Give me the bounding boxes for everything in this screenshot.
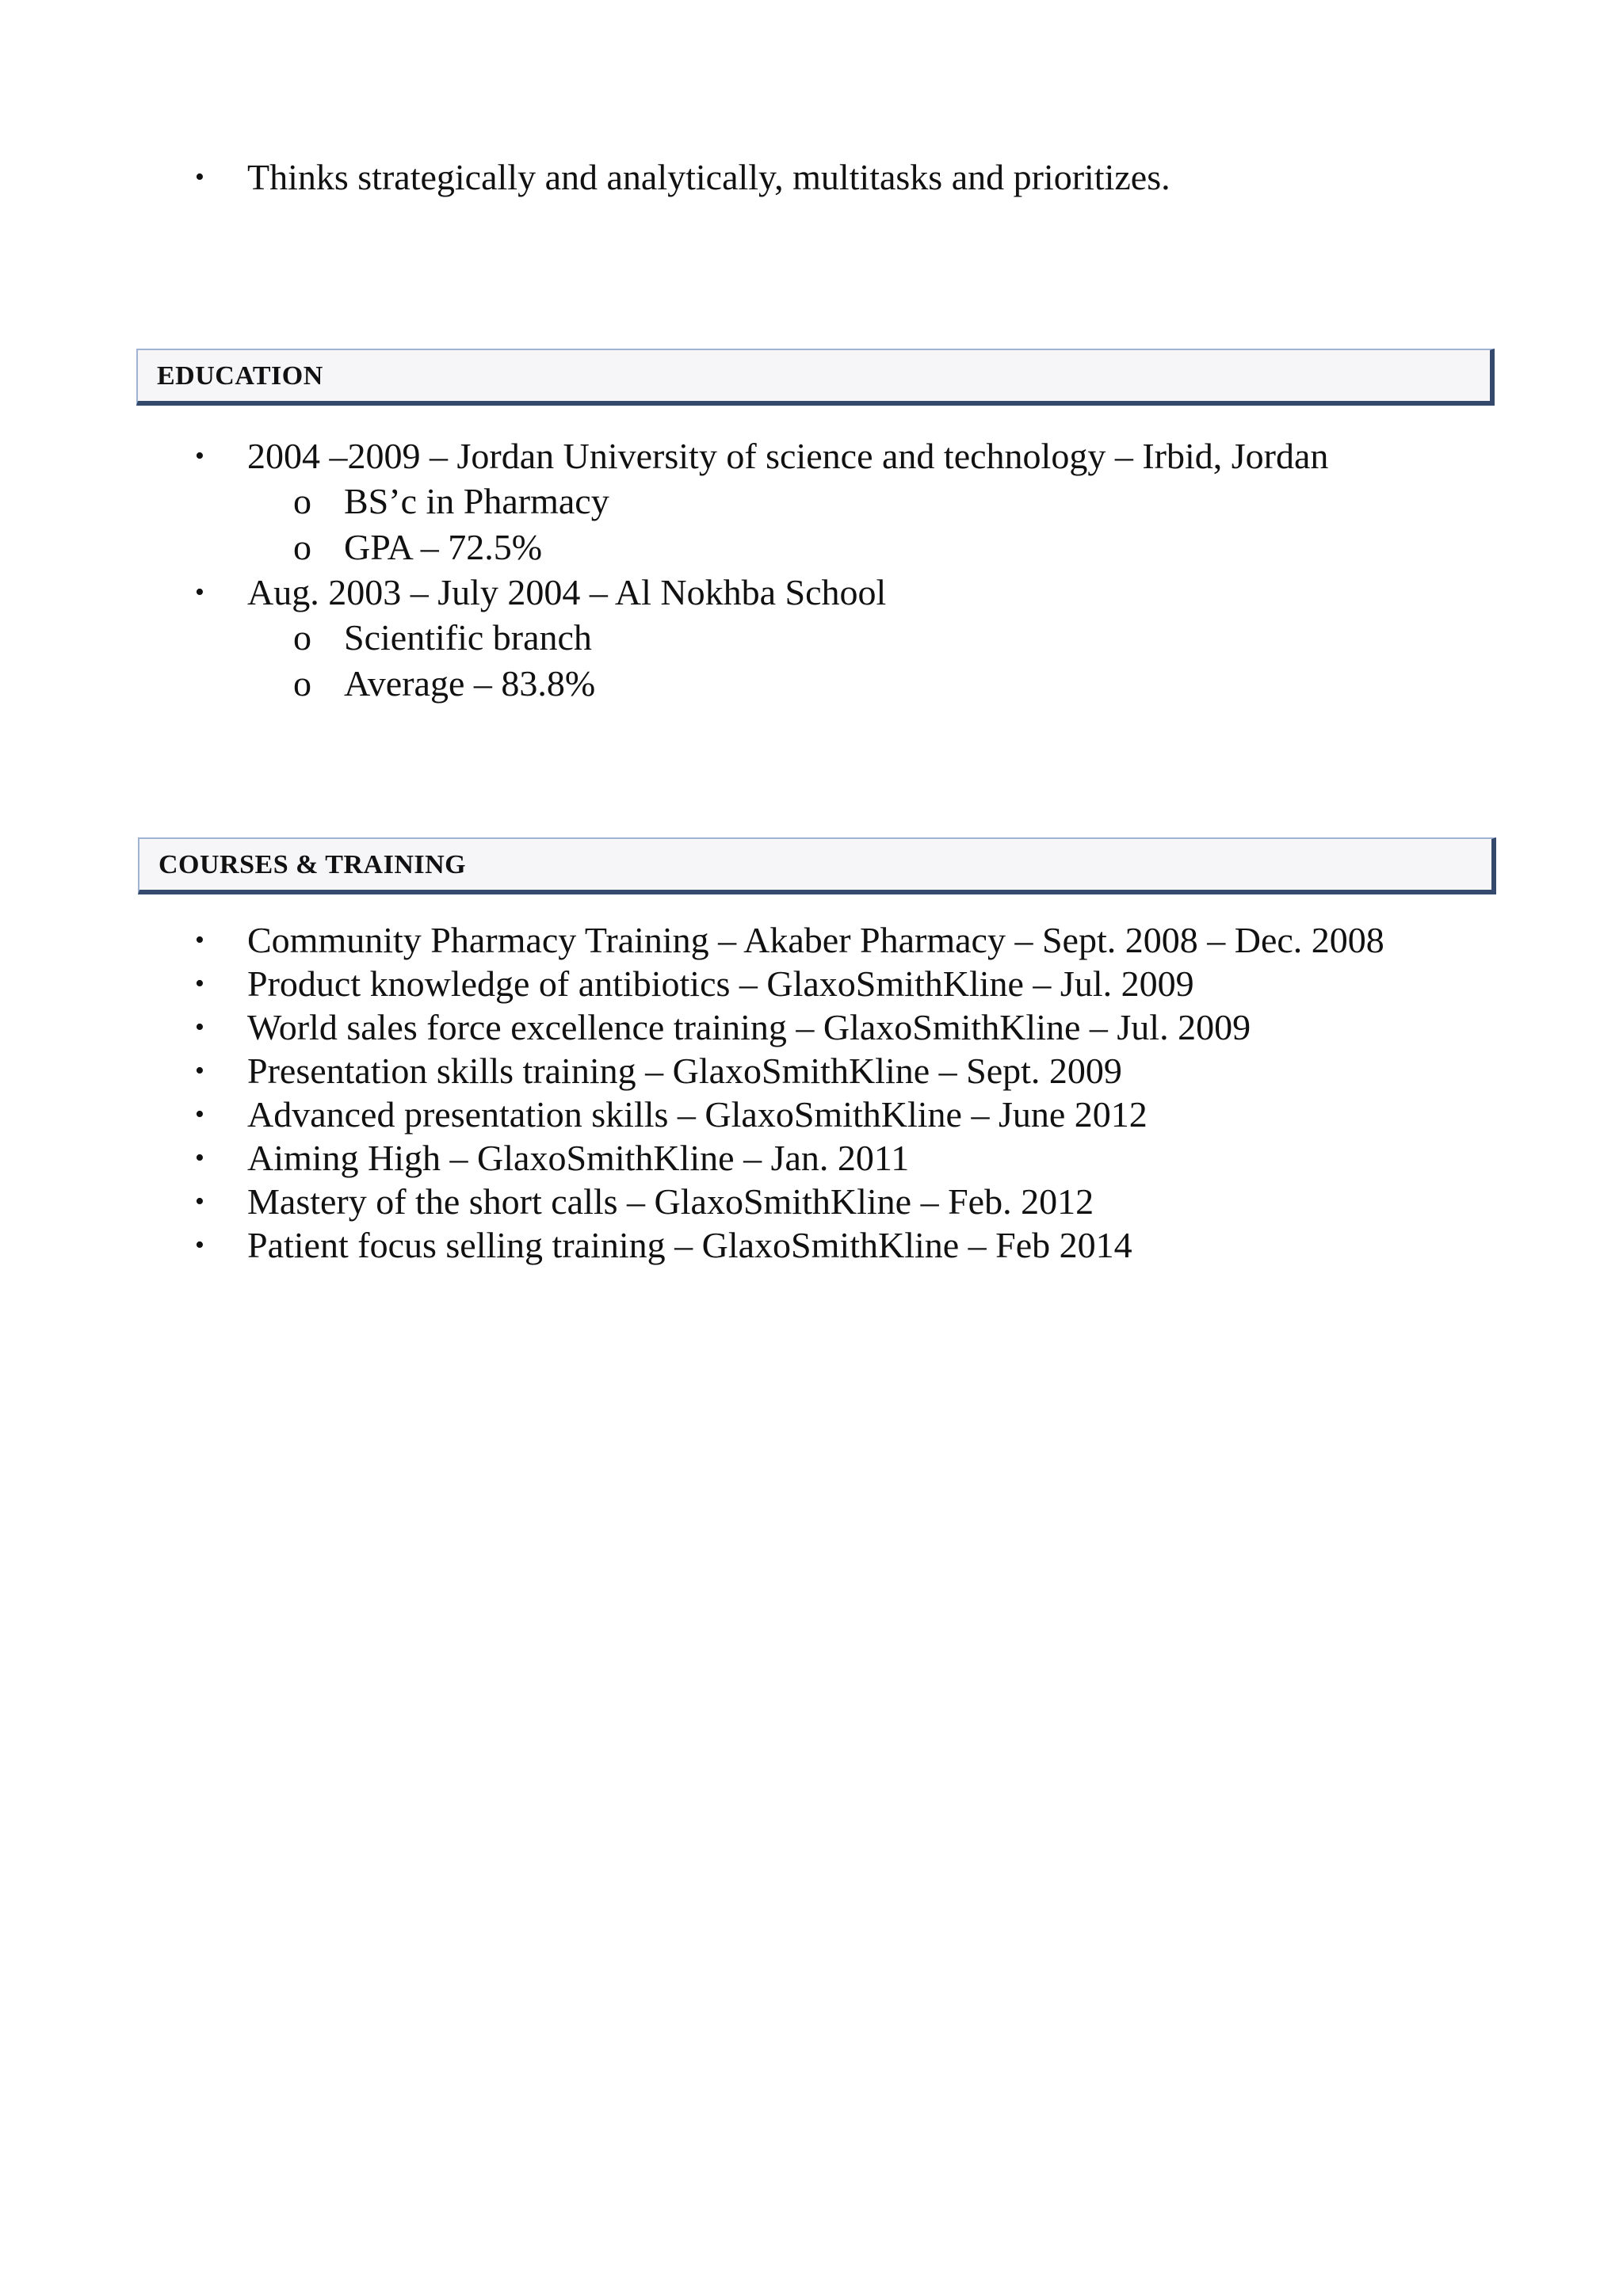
- education-section-header: EDUCATION: [136, 349, 1495, 406]
- education-detail: [190, 615, 1328, 661]
- course-item: • World sales force excellence training – GlaxoSmithKline – Jul. 2009: [190, 1005, 1420, 1049]
- courses-section-header: COURSES & TRAINING: [138, 837, 1496, 894]
- education-details: [190, 479, 1328, 570]
- sub-bullet-marker: o: [293, 481, 311, 521]
- courses-list: [190, 918, 1420, 1267]
- education-entry-text: 2004 –2009 – Jordan University of science and technology – Irbid, Jordan: [247, 436, 1329, 476]
- sub-bullet-marker: o: [293, 527, 311, 567]
- list-item: • Thinks strategically and analytically, multitasks and prioritizes.: [190, 155, 1170, 200]
- education-details: [190, 615, 1328, 707]
- course-item: • Product knowledge of antibiotics – GlaxoSmithKline – Jul. 2009: [190, 962, 1420, 1005]
- education-entry-text: Aug. 2003 – July 2004 – Al Nokhba School: [247, 572, 887, 612]
- education-detail-text: Average – 83.8%: [344, 663, 596, 704]
- education-detail-text: Scientific branch: [344, 617, 592, 658]
- course-item: • Patient focus selling training – GlaxoSmithKline – Feb 2014: [190, 1223, 1420, 1267]
- education-entry: [190, 434, 1328, 570]
- education-detail: [190, 661, 1328, 707]
- education-detail: [190, 479, 1328, 524]
- course-item: • Community Pharmacy Training – Akaber Pharmacy – Sept. 2008 – Dec. 2008: [190, 918, 1420, 962]
- course-item: • Aiming High – GlaxoSmithKline – Jan. 2011: [190, 1136, 1420, 1180]
- course-item: • Advanced presentation skills – GlaxoSmithKline – June 2012: [190, 1093, 1420, 1136]
- education-detail: [190, 524, 1328, 570]
- education-detail-text: GPA – 72.5%: [344, 527, 543, 567]
- education-detail-text: BS’c in Pharmacy: [344, 481, 609, 521]
- education-list: [190, 434, 1328, 707]
- course-item: • Presentation skills training – GlaxoSmithKline – Sept. 2009: [190, 1049, 1420, 1093]
- sub-bullet-marker: o: [293, 663, 311, 704]
- skills-list: [190, 155, 1170, 200]
- sub-bullet-marker: o: [293, 617, 311, 658]
- education-entry: [190, 570, 1328, 707]
- course-item: • Mastery of the short calls – GlaxoSmithKline – Feb. 2012: [190, 1180, 1420, 1223]
